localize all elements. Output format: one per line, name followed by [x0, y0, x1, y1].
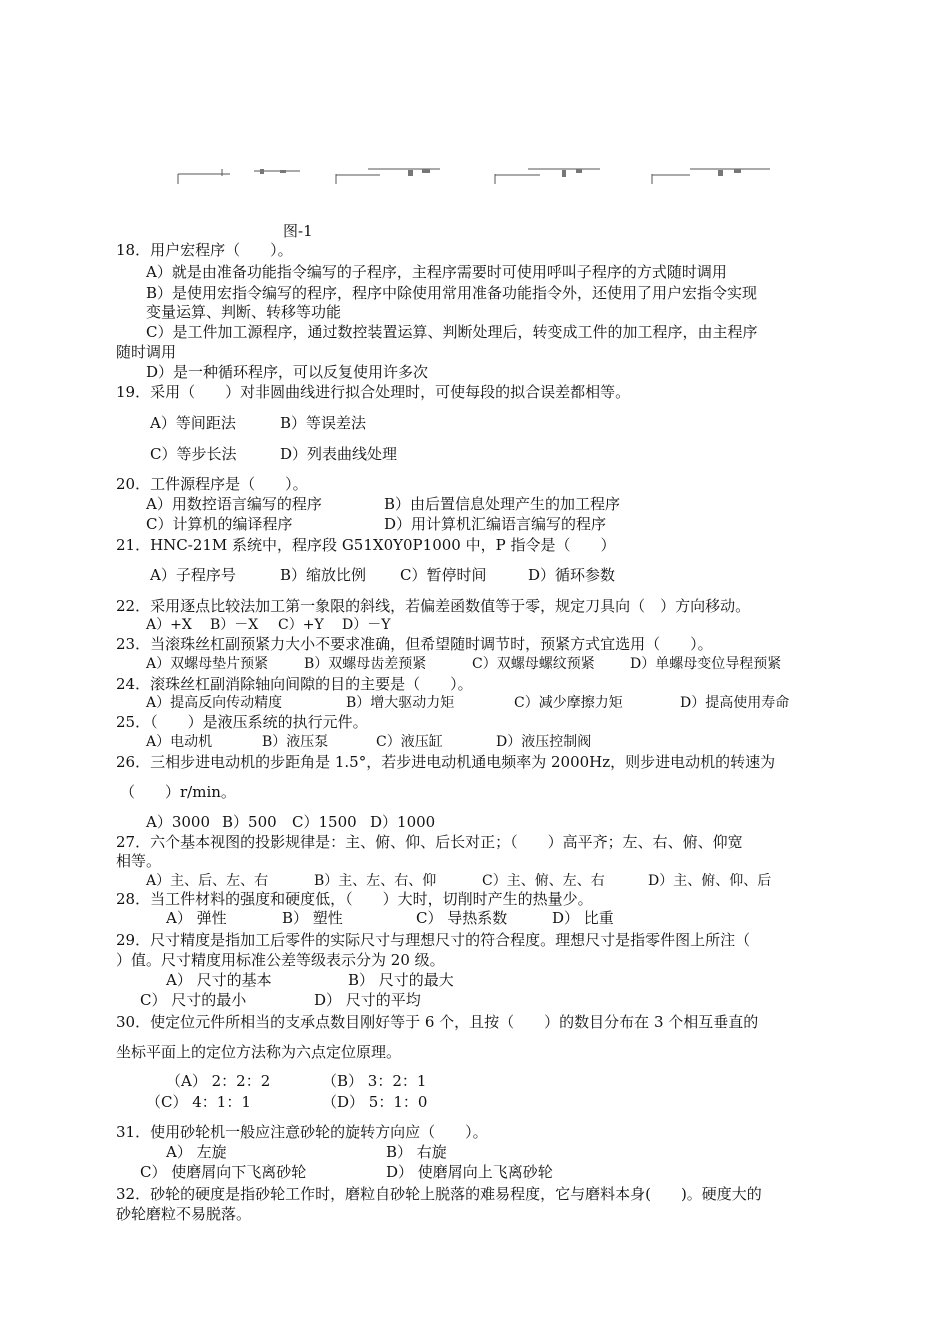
- question-25-option-a: A）电动机: [146, 734, 213, 750]
- question-30-option-d: （D） 5：1：0: [322, 1093, 428, 1111]
- question-23-option-b: B）双螺母齿差预紧: [304, 656, 427, 672]
- question-21-option-d: D）循环参数: [528, 566, 616, 584]
- question-21-option-a: A）子程序号: [150, 566, 236, 584]
- question-30-stem-cont: 坐标平面上的定位方法称为六点定位原理。: [116, 1043, 402, 1061]
- question-22-option-c: C）+Y: [278, 617, 324, 633]
- question-19-stem: 19．采用（ ）对非圆曲线进行拟合处理时，可使每段的拟合误差都相等。: [116, 383, 631, 401]
- question-20-option-c: C）计算机的编译程序: [146, 515, 293, 533]
- question-25-stem: 25．（ ）是液压系统的执行元件。: [116, 713, 368, 731]
- question-19-option-c: C）等步长法: [150, 445, 237, 463]
- question-24-option-d: D）提高使用寿命: [680, 695, 790, 711]
- question-31-option-c: C） 使磨屑向下飞离砂轮: [140, 1163, 307, 1181]
- question-26-stem-cont: （ ）r/min。: [120, 783, 236, 801]
- question-20-option-b: B）由后置信息处理产生的加工程序: [384, 495, 621, 513]
- figure-caption: 图-1: [283, 222, 313, 240]
- question-28-option-c: C） 导热系数: [416, 909, 508, 927]
- question-23-option-c: C）双螺母螺纹预紧: [472, 656, 595, 672]
- question-25-option-c: C）液压缸: [376, 734, 443, 750]
- question-27-stem: 27．六个基本视图的投影规律是：主、俯、仰、后长对正；（ ）高平齐；左、右、俯、仰宽: [116, 833, 743, 851]
- question-20-option-d: D）用计算机汇编语言编写的程序: [384, 515, 607, 533]
- question-30-option-a: （A） 2：2：2: [166, 1072, 271, 1090]
- question-18-option-b: B）是使用宏指令编写的程序，程序中除使用常用准备功能指令外，还使用了用户宏指令实现: [146, 284, 758, 302]
- question-28-option-d: D） 比重: [552, 909, 614, 927]
- question-18-option-a: A）就是由准备功能指令编写的子程序，主程序需要时可使用呼叫子程序的方式随时调用: [146, 263, 727, 281]
- question-24-stem: 24．滚珠丝杠副消除轴向间隙的目的主要是（ ）。: [116, 675, 473, 693]
- question-31-option-d: D） 使磨屑向上飞离砂轮: [386, 1163, 553, 1181]
- question-24-option-c: C）减少摩擦力矩: [514, 695, 623, 711]
- question-23-option-a: A）双螺母垫片预紧: [146, 656, 269, 672]
- question-27-option-c: C）主、俯、左、右: [482, 873, 605, 889]
- question-21-option-c: C）暂停时间: [400, 566, 487, 584]
- question-27-option-a: A）主、后、左、右: [146, 873, 269, 889]
- question-32-stem-cont: 砂轮磨粒不易脱落。: [116, 1205, 252, 1223]
- question-18-option-b-cont: 变量运算、判断、转移等功能: [146, 303, 342, 321]
- question-19-option-d: D）列表曲线处理: [280, 445, 398, 463]
- question-26-option-b: B）500: [222, 813, 277, 831]
- question-26-option-d: D）1000: [370, 813, 436, 831]
- question-19-option-b: B）等误差法: [280, 414, 367, 432]
- question-18-option-c: C）是工件加工源程序，通过数控装置运算、判断处理后，转变成工件的加工程序，由主程序: [146, 323, 758, 341]
- question-29-option-c: C） 尺寸的最小: [140, 991, 247, 1009]
- question-22-option-b: B）－X: [210, 617, 259, 633]
- question-29-stem-cont: ）值。尺寸精度用标准公差等级表示分为 20 级。: [116, 951, 445, 969]
- figure-image-strip: [170, 160, 780, 190]
- question-27-option-b: B）主、左、右、仰: [314, 873, 437, 889]
- question-22-option-a: A）+X: [146, 617, 192, 633]
- question-23-stem: 23．当滚珠丝杠副预紧力大小不要求准确，但希望随时调节时，预紧方式宜选用（ ）。: [116, 635, 713, 653]
- question-25-option-d: D）液压控制阀: [496, 734, 592, 750]
- question-29-option-d: D） 尺寸的平均: [314, 991, 421, 1009]
- question-20-stem: 20．工件源程序是（ ）。: [116, 475, 308, 493]
- question-21-stem: 21．HNC-21M 系统中，程序段 G51X0Y0P1000 中，P 指令是（ ）: [116, 536, 616, 554]
- question-27-stem-cont: 相等。: [116, 852, 162, 870]
- question-31-option-b: B） 右旋: [386, 1143, 447, 1161]
- question-25-option-b: B）液压泵: [262, 734, 329, 750]
- question-24-option-b: B）增大驱动力矩: [346, 695, 455, 711]
- question-28-option-b: B） 塑性: [282, 909, 343, 927]
- question-32-stem: 32．砂轮的硬度是指砂轮工作时，磨粒自砂轮上脱落的难易程度，它与磨料本身( )。硬度大的: [116, 1185, 762, 1203]
- question-29-stem: 29．尺寸精度是指加工后零件的实际尺寸与理想尺寸的符合程度。理想尺寸是指零件图上所注（: [116, 931, 751, 949]
- question-18-option-c-cont: 随时调用: [116, 343, 177, 361]
- question-20-option-a: A）用数控语言编写的程序: [146, 495, 322, 513]
- question-26-option-a: A）3000: [146, 813, 211, 831]
- question-29-option-a: A） 尺寸的基本: [166, 971, 272, 989]
- question-18-stem: 18．用户宏程序（ ）。: [116, 241, 293, 259]
- question-18-option-d: D）是一种循环程序，可以反复使用许多次: [146, 363, 429, 381]
- question-29-option-b: B） 尺寸的最大: [348, 971, 454, 989]
- question-23-option-d: D）单螺母变位导程预紧: [630, 656, 782, 672]
- question-28-option-a: A） 弹性: [166, 909, 227, 927]
- question-27-option-d: D）主、俯、仰、后: [648, 873, 772, 889]
- question-30-option-b: （B） 3：2：1: [322, 1072, 427, 1090]
- question-19-option-a: A）等间距法: [150, 414, 236, 432]
- question-31-option-a: A） 左旋: [166, 1143, 227, 1161]
- question-30-option-c: （C） 4：1：1: [146, 1093, 251, 1111]
- question-26-stem: 26．三相步进电动机的步距角是 1.5°，若步进电动机通电频率为 2000Hz，则步进电动机的转速为: [116, 753, 776, 771]
- question-26-option-c: C）1500: [292, 813, 357, 831]
- question-28-stem: 28．当工件材料的强度和硬度低，（ ）大时，切削时产生的热量少。: [116, 890, 593, 908]
- question-24-option-a: A）提高反向传动精度: [146, 695, 283, 711]
- question-22-stem: 22．采用逐点比较法加工第一象限的斜线，若偏差函数值等于零，规定刀具向（ ）方向移动。: [116, 597, 751, 615]
- question-21-option-b: B）缩放比例: [280, 566, 367, 584]
- question-31-stem: 31．使用砂轮机一般应注意砂轮的旋转方向应（ ）。: [116, 1123, 488, 1141]
- question-30-stem: 30．使定位元件所相当的支承点数目刚好等于 6 个，且按（ ）的数目分布在 3 个相互垂直的: [116, 1013, 759, 1031]
- question-22-option-d: D）－Y: [342, 617, 391, 633]
